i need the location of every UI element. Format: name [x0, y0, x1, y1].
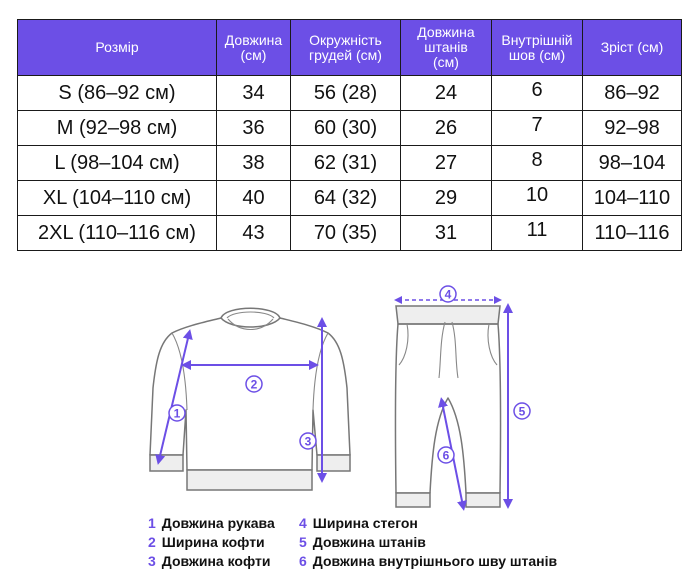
cell-pants-length: 24: [401, 76, 492, 111]
svg-text:5: 5: [518, 404, 526, 419]
cell-pants-length: 31: [401, 216, 492, 251]
legend-item: [299, 514, 557, 533]
header-chest: [291, 20, 401, 76]
svg-text:2: 2: [250, 377, 258, 392]
table-header-row: [18, 20, 682, 76]
legend-label: Довжина штанів: [312, 534, 426, 550]
cell-size: M (92–98 см): [18, 111, 217, 146]
legend-right-column: [299, 514, 557, 571]
legend-number: 2: [148, 534, 156, 550]
badge-3: [300, 433, 316, 449]
pants-illustration: [395, 306, 500, 507]
header-height: Зріст (см): [583, 20, 682, 76]
legend-number: 5: [299, 534, 307, 550]
badge-5: [514, 403, 530, 419]
cell-inseam: 7: [492, 111, 583, 146]
cell-height: 92–98: [583, 111, 682, 146]
cell-size: S (86–92 см): [18, 76, 217, 111]
header-top-length-label: Довжина (см): [224, 31, 283, 63]
badge-1: [169, 405, 185, 421]
legend-number: 6: [299, 553, 307, 569]
cell-height: 104–110: [583, 181, 682, 216]
cell-inseam: 8: [492, 146, 583, 181]
cell-inseam: 6: [492, 76, 583, 111]
header-pants-length: [401, 20, 492, 76]
legend-item: [148, 514, 275, 533]
cell-inseam: 10: [492, 181, 583, 216]
table-row: [18, 146, 682, 181]
cell-inseam: 11: [492, 216, 583, 251]
header-size: Розмір: [18, 20, 217, 76]
badge-6: [438, 447, 454, 463]
svg-text:6: 6: [442, 448, 450, 463]
legend-number: 3: [148, 553, 156, 569]
cell-top-length: 36: [217, 111, 291, 146]
table-row: [18, 181, 682, 216]
badge-2: [246, 376, 262, 392]
legend-item: [148, 533, 275, 552]
cell-size: XL (104–110 см): [18, 181, 217, 216]
cell-chest: 70 (35): [291, 216, 401, 251]
measurement-diagram: [140, 283, 560, 513]
cell-size: 2XL (110–116 см): [18, 216, 217, 251]
cell-top-length: 43: [217, 216, 291, 251]
legend-item: [299, 552, 557, 571]
cell-top-length: 34: [217, 76, 291, 111]
size-chart-table: [17, 19, 682, 251]
header-inseam: [492, 20, 583, 76]
cell-height: 86–92: [583, 76, 682, 111]
cell-top-length: 38: [217, 146, 291, 181]
sweatshirt-illustration: [150, 308, 350, 490]
header-inseam-label: Внутрішній шов (см): [501, 31, 573, 63]
legend-left-column: [148, 514, 275, 571]
legend-item: [148, 552, 275, 571]
legend-label: Довжина внутрішнього шву штанів: [312, 553, 558, 569]
legend-label: Ширина стегон: [312, 515, 418, 531]
table-row: [18, 216, 682, 251]
legend-label: Довжина рукава: [161, 515, 275, 531]
table-row: [18, 76, 682, 111]
cell-pants-length: 26: [401, 111, 492, 146]
cell-chest: 62 (31): [291, 146, 401, 181]
legend-number: 4: [299, 515, 307, 531]
cell-height: 110–116: [583, 216, 682, 251]
svg-text:3: 3: [304, 434, 312, 449]
legend-label: Ширина кофти: [161, 534, 265, 550]
cell-chest: 64 (32): [291, 181, 401, 216]
header-top-length: [217, 20, 291, 76]
header-pants-length-label: Довжина штанів (см): [417, 24, 475, 70]
cell-pants-length: 29: [401, 181, 492, 216]
svg-text:1: 1: [173, 406, 181, 421]
cell-chest: 60 (30): [291, 111, 401, 146]
cell-size: L (98–104 см): [18, 146, 217, 181]
badge-4: [440, 286, 456, 302]
header-chest-label: Окружність грудей (см): [309, 31, 382, 63]
cell-pants-length: 27: [401, 146, 492, 181]
table-row: [18, 111, 682, 146]
cell-chest: 56 (28): [291, 76, 401, 111]
cell-height: 98–104: [583, 146, 682, 181]
cell-top-length: 40: [217, 181, 291, 216]
legend-item: [299, 533, 557, 552]
legend-label: Довжина кофти: [161, 553, 271, 569]
legend-number: 1: [148, 515, 156, 531]
svg-text:4: 4: [444, 287, 452, 302]
